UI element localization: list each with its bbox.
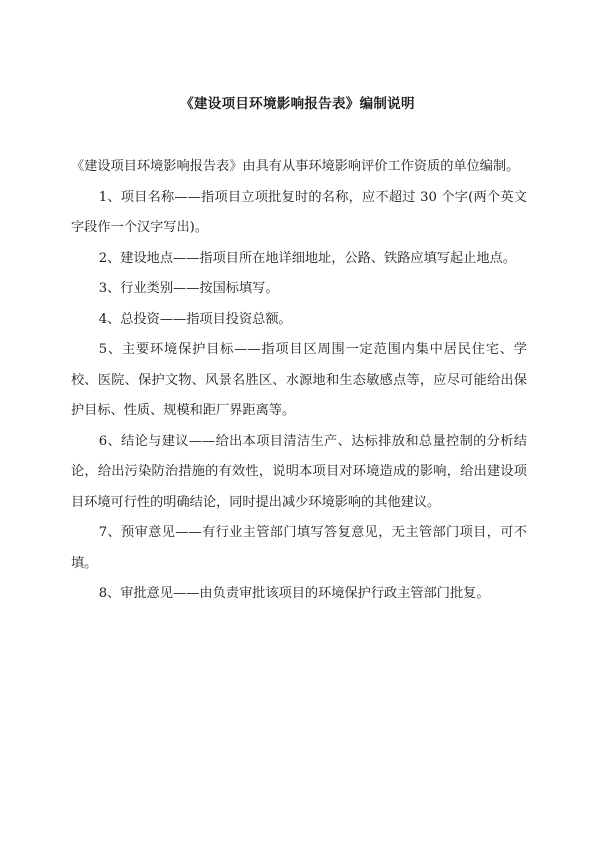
item-industry-category: 3、行业类别——按国标填写。 xyxy=(98,281,279,296)
item-preliminary-review: 7、预审意见——有行业主管部门填写答复意见，无主管部门项目，可不填。 xyxy=(71,525,527,571)
item-conclusions: 6、结论与建议——给出本项目清洁生产、达标排放和总量控制的分析结论，给出污染防治措施的有效性，说明本项目对环境造成的影响，给出建设项目环境可行性的明确结论，同时提出减少环境影响的其他建议。 xyxy=(71,433,527,510)
item-protection-targets: 5、主要环境保护目标——指项目区周围一定范围内集中居民住宅、学校、医院、保护文物、风景名胜区、水源地和生态敏感点等，应尽可能给出保护目标、性质、规模和距厂界距离等。 xyxy=(71,342,527,418)
page-title: 《建设项目环境影响报告表》编制说明 xyxy=(180,96,415,112)
item-construction-site: 2、建设地点——指项目所在地详细地址，公路、铁路应填写起止地点。 xyxy=(98,250,516,266)
intro-paragraph: 《建设项目环境影响报告表》由具有从事环境影响评价工作资质的单位编制。 xyxy=(71,159,520,174)
item-approval-opinion: 8、审批意见——由负责审批该项目的环境保护行政主管部门批复。 xyxy=(98,586,490,601)
document-body xyxy=(71,152,527,610)
item-total-investment: 4、总投资——指项目投资总额。 xyxy=(98,311,292,327)
item-project-name: 1、项目名称——指项目立项批复时的名称，应不超过 30 个字(两个英文字段作一个汉字写出)。 xyxy=(71,189,527,235)
